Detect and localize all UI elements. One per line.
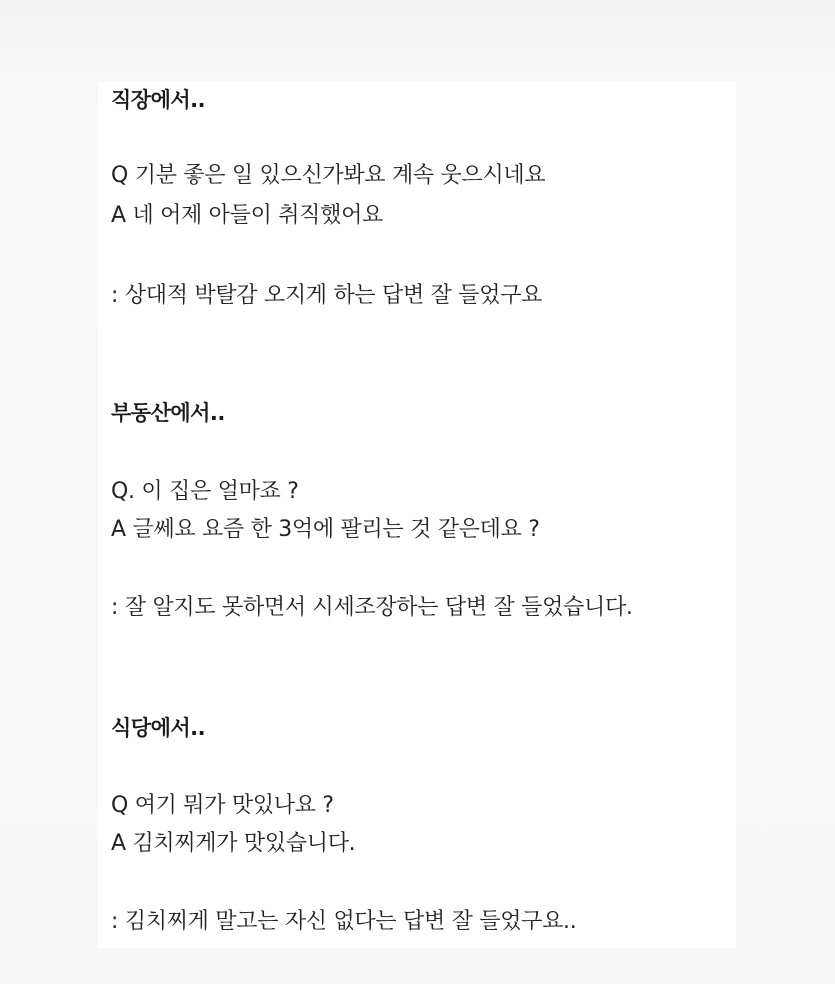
question-text: Q 기분 좋은 일 있으신가봐요 계속 웃으시네요 (111, 163, 546, 188)
comment-text: : 상대적 박탈감 오지게 하는 답변 잘 들었구요 (111, 283, 543, 308)
section-heading: 식당에서.. (111, 716, 206, 740)
answer-text: A 김치찌게가 맛있습니다. (111, 831, 356, 856)
answer-text: A 글쎄요 요즘 한 3억에 팔리는 것 같은데요 ? (111, 517, 540, 542)
question-text: Q 여기 뭐가 맛있나요 ? (111, 793, 334, 818)
answer-text: A 네 어제 아들이 취직했어요 (111, 203, 383, 228)
section-heading: 직장에서.. (111, 88, 206, 112)
comment-text: : 잘 알지도 못하면서 시세조장하는 답변 잘 들었습니다. (111, 595, 633, 620)
question-text: Q. 이 집은 얼마죠 ? (111, 479, 299, 504)
comment-text: : 김치찌게 말고는 자신 없다는 답변 잘 들었구요.. (111, 909, 577, 934)
section-heading: 부동산에서.. (111, 401, 225, 425)
